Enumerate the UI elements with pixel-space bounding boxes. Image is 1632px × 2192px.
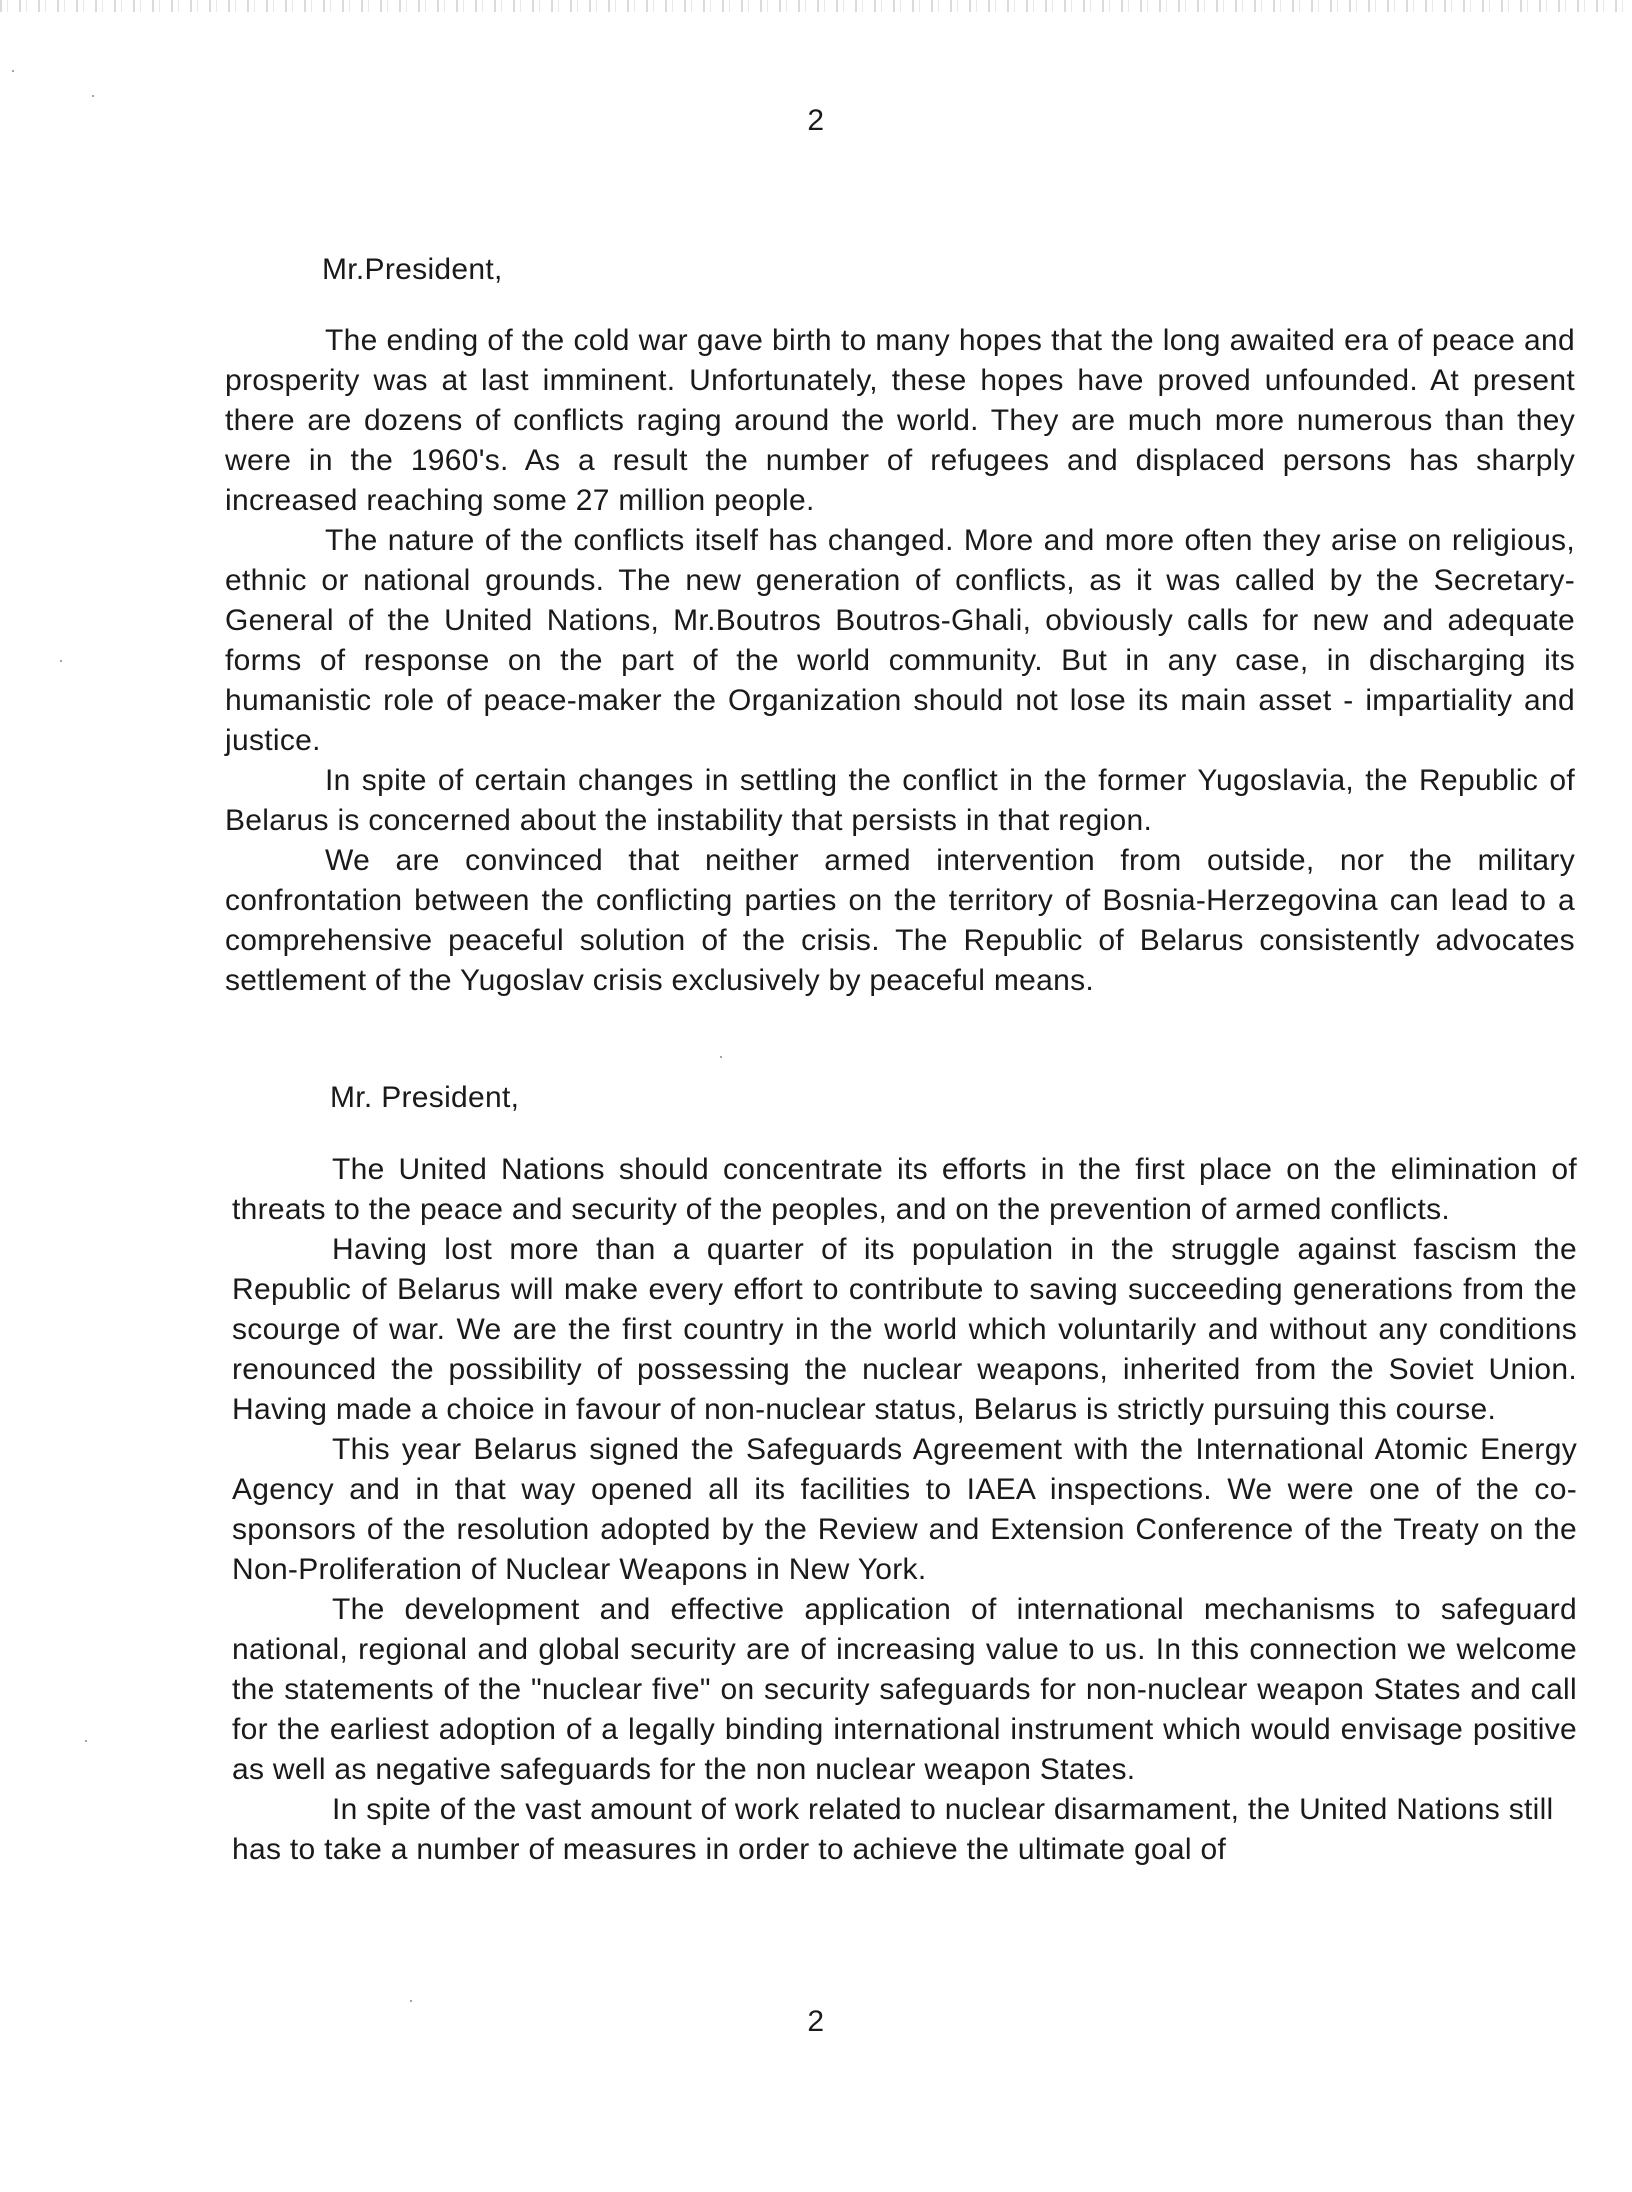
section-2-body [232,1150,1577,1870]
paragraph: In spite of certain changes in settling the conflict in the former Yugoslavia, the Republic of Belarus is concerned about the instability that persists in that region. [225,764,1575,837]
scan-speck [92,95,94,97]
scan-speck [85,1740,87,1742]
page-number-bottom: 2 [807,2005,825,2038]
paragraph: Having lost more than a quarter of its population in the struggle against fascism the Republic of Belarus will make every effort to contribute to saving succeeding generations from the scourge of war. We are the first country in the world which voluntarily and without any conditions renounced the possibility of possessing the nuclear weapons, inherited from the Soviet Union. Having made a choice in favour of non-nuclear status, Belarus is strictly pursuing this course. [232,1233,1577,1426]
salutation-2: Mr. President, [330,1081,520,1114]
page-number-top: 2 [807,104,825,137]
paragraph: The development and effective application of international mechanisms to safeguard national, regional and global security are of increasing value to us. In this connection we welcome the statements of the "nuclear five" on security safeguards for non-nuclear weapon States and call for the earliest adoption of a legally binding international instrument which would envisage positive as well as negative safeguards for the non nuclear weapon States. [232,1593,1577,1786]
paragraph: We are convinced that neither armed intervention from outside, nor the military confrontation between the conflicting parties on the territory of Bosnia-Herzegovina can lead to a comprehensive peaceful solution of the crisis. The Republic of Belarus consistently advocates settlement of the Yugoslav crisis exclusively by peaceful means. [225,844,1575,997]
paragraph: The United Nations should concentrate its efforts in the first place on the elimination of threats to the peace and security of the peoples, and on the prevention of armed conflicts. [232,1153,1577,1226]
scan-speck [12,70,14,72]
salutation-1: Mr.President, [322,253,503,286]
scan-speck [410,2000,412,2002]
scan-speck [720,1056,722,1058]
paragraph: In spite of the vast amount of work related to nuclear disarmament, the United Nations still has to take a number of measures in order to achieve the ultimate goal of [232,1793,1554,1866]
paragraph: The ending of the cold war gave birth to many hopes that the long awaited era of peace and prosperity was at last imminent. Unfortunately, these hopes have proved unfounded. At present there are dozens of conflicts raging around the world. They are much more numerous than they were in the 1960's. As a result the number of refugees and displaced persons has sharply increased reaching some 27 million people. [225,324,1575,517]
scan-speck [60,660,62,662]
scan-border-noise [0,0,1632,12]
paragraph: This year Belarus signed the Safeguards Agreement with the International Atomic Energy Agency and in that way opened all its facilities to IAEA inspections. We were one of the co-sponsors of the resolution adopted by the Review and Extension Conference of the Treaty on the Non-Proliferation of Nuclear Weapons in New York. [232,1433,1577,1586]
section-1-body [225,321,1575,1001]
paragraph: The nature of the conflicts itself has changed. More and more often they arise on religious, ethnic or national grounds. The new generation of conflicts, as it was called by the Secretary-General of the United Nations, Mr.Boutros Boutros-Ghali, obviously calls for new and adequate forms of response on the part of the world community. But in any case, in discharging its humanistic role of peace-maker the Organization should not lose its main asset - impartiality and justice. [225,524,1575,757]
